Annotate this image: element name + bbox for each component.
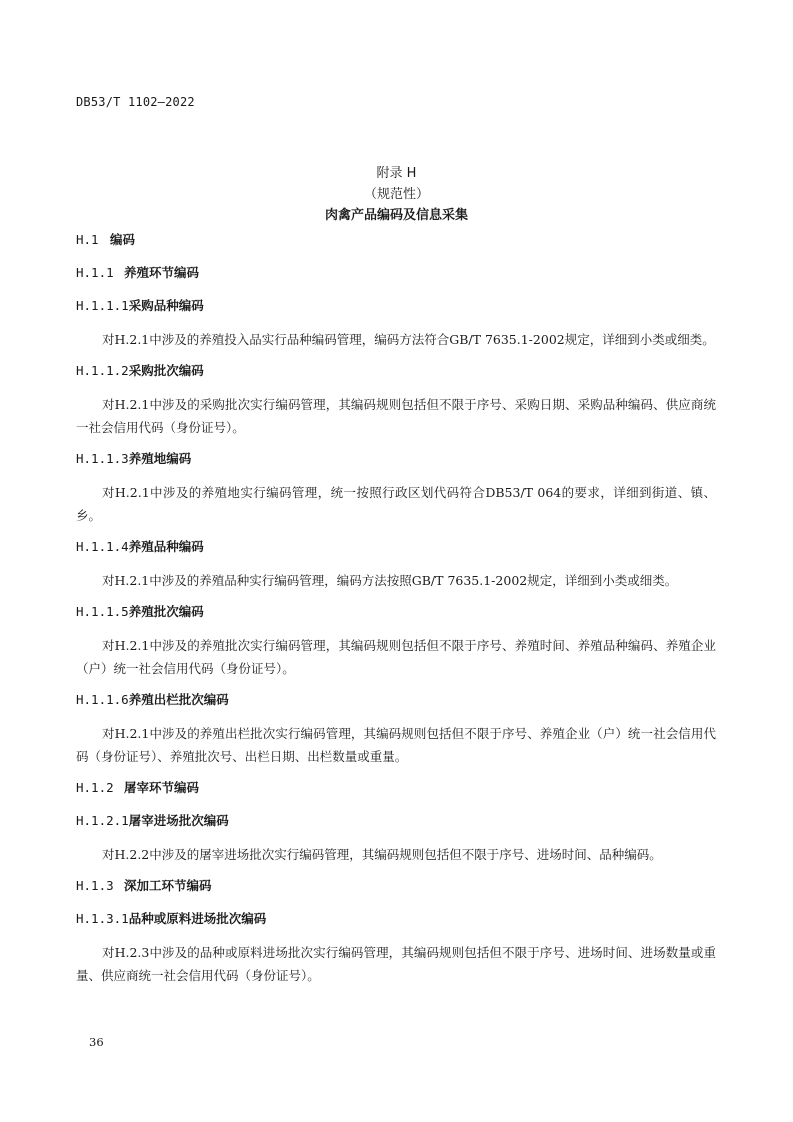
section-heading <box>76 813 716 829</box>
body-paragraph: 对H.2.3中涉及的品种或原料进场批次实行编码管理，其编码规则包括但不限于序号、进场时间、进场数量或重量、供应商统一社会信用代码（身份证号）。 <box>76 945 716 983</box>
section-number: H.1.1.5 <box>76 604 129 619</box>
section-number: H.1.1.4 <box>76 539 129 554</box>
body-paragraph: 对H.2.2中涉及的屠宰进场批次实行编码管理，其编码规则包括但不限于序号、进场时间、品种编码。 <box>102 847 662 862</box>
section-title: 采购批次编码 <box>128 363 204 378</box>
section-title: 屠宰环节编码 <box>124 780 200 795</box>
section-title: 养殖环节编码 <box>124 265 200 280</box>
body-paragraph: 对H.2.1中涉及的养殖品种实行编码管理，编码方法按照GB/T 7635.1-2002规定，详细到小类或细类。 <box>102 573 678 588</box>
section-number: H.1.1.3 <box>76 451 129 466</box>
section-title: 深加工环节编码 <box>124 878 212 893</box>
body-paragraph: 对H.2.1中涉及的养殖投入品实行品种编码管理，编码方法符合GB/T 7635.1-2002规定，详细到小类或细类。 <box>102 332 715 347</box>
page-number: 36 <box>89 1035 104 1049</box>
section-heading <box>76 604 716 620</box>
section-number: H.1 <box>76 232 99 247</box>
section-number: H.1.1.1 <box>76 298 129 313</box>
appendix-type: （规范性） <box>363 187 429 202</box>
section-heading <box>76 232 716 248</box>
section-title: 品种或原料进场批次编码 <box>128 911 267 926</box>
body-paragraph: 对H.2.1中涉及的采购批次实行编码管理，其编码规则包括但不限于序号、采购日期、采购品种编码、供应商统一社会信用代码（身份证号）。 <box>76 397 716 435</box>
appendix-name: 肉禽产品编码及信息采集 <box>324 208 468 223</box>
section-heading <box>76 265 716 281</box>
section-title: 养殖地编码 <box>128 451 192 466</box>
section-title: 编码 <box>110 232 136 247</box>
document-body <box>76 232 716 999</box>
appendix-label: 附录 H <box>376 166 417 181</box>
section-heading <box>76 363 716 379</box>
section-title: 养殖批次编码 <box>128 604 204 619</box>
section-heading <box>76 298 716 314</box>
document-header-code: DB53/T 1102—2022 <box>76 95 195 109</box>
section-title: 养殖品种编码 <box>128 539 204 554</box>
section-title: 养殖出栏批次编码 <box>128 692 229 707</box>
section-title: 采购品种编码 <box>128 298 204 313</box>
section-heading <box>76 780 716 796</box>
section-heading <box>76 539 716 555</box>
section-title: 屠宰进场批次编码 <box>128 813 229 828</box>
section-heading <box>76 692 716 708</box>
section-number: H.1.3.1 <box>76 911 129 926</box>
body-paragraph: 对H.2.1中涉及的养殖出栏批次实行编码管理，其编码规则包括但不限于序号、养殖企业（户）统一社会信用代码（身份证号）、养殖批次号、出栏日期、出栏数量或重量。 <box>76 726 716 764</box>
section-number: H.1.1 <box>76 265 114 280</box>
section-heading <box>76 451 716 467</box>
section-heading <box>76 911 716 927</box>
section-heading <box>76 878 716 894</box>
body-paragraph: 对H.2.1中涉及的养殖批次实行编码管理，其编码规则包括但不限于序号、养殖时间、养殖品种编码、养殖企业（户）统一社会信用代码（身份证号）。 <box>76 638 716 676</box>
appendix-title-block <box>0 163 793 226</box>
section-number: H.1.3 <box>76 878 114 893</box>
section-number: H.1.2 <box>76 780 114 795</box>
section-number: H.1.1.2 <box>76 363 129 378</box>
section-number: H.1.1.6 <box>76 692 129 707</box>
body-paragraph: 对H.2.1中涉及的养殖地实行编码管理，统一按照行政区划代码符合DB53/T 064的要求，详细到街道、镇、乡。 <box>76 485 716 523</box>
section-number: H.1.2.1 <box>76 813 129 828</box>
